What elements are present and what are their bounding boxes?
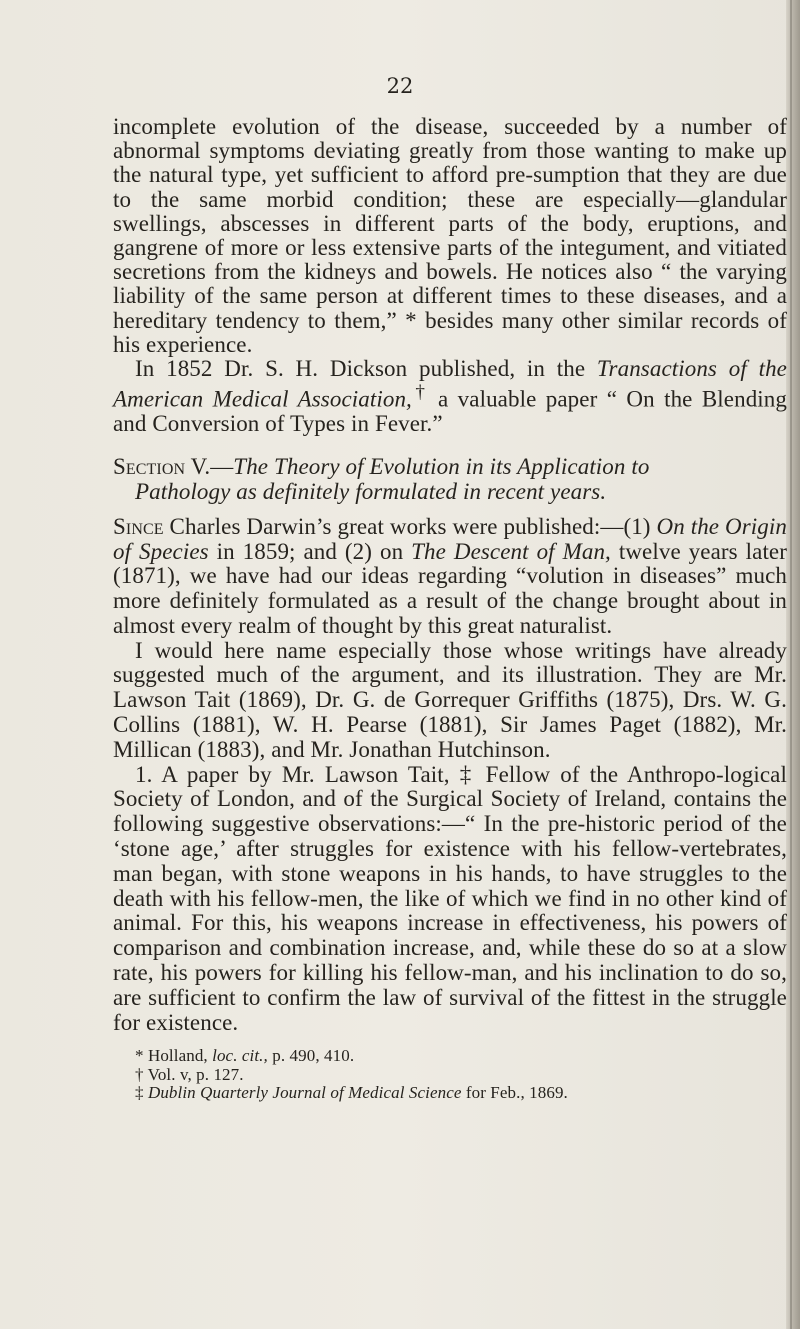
- section-body: [113, 515, 787, 1036]
- dickson-text-end: a valuable paper “ On the Blending and Conversion of Types in Fever.”: [113, 386, 787, 437]
- darwin-text-a: Charles Darwin’s great works were published:—(1): [163, 513, 657, 539]
- footnote-3-date: for Feb., 1869.: [461, 1083, 568, 1103]
- page-edge-shadow: [786, 0, 800, 1329]
- footnote-1-pages: p. 490, 410.: [267, 1046, 355, 1066]
- paragraph-authors: I would here name especially those whose writings have already suggested much of the argument, and its illustration. They are Mr. Lawson Tait (1869), Dr. G. de Gorrequer Griffiths (1875), Drs. W. G. Collins (1881), W. H. Pearse (1881), Sir James Paget (1882), Mr. Millican (1883), and Mr. Jonathan Hutchinson.: [113, 637, 787, 762]
- section-heading: [113, 455, 787, 503]
- lead-word: Since: [113, 513, 164, 539]
- book-title-origin: On the Origin of Species: [113, 513, 787, 564]
- footnote-1-italic: loc. cit.,: [212, 1046, 268, 1066]
- paragraph-darwin: [113, 515, 787, 639]
- paragraph-tait: 1. A paper by Mr. Lawson Tait, ‡ Fellow of the Anthropo-logical Society of London, and of the Surgical Society of Ireland, contains the following suggestive observations:—“ In the pre-historic period of the ‘stone age,’ after struggles for existence with his fellow-vertebrates, man began, with stone weapons in his hands, to have struggles to the death with his fellow-men, the like of which we find in no other kind of animal. For this, his weapons increase in effectiveness, his powers of comparison and combination increase, and, while these do so at a slow rate, his powers for killing his fellow-man, and his inclination to do so, are sufficient to confirm the law of survival of the fittest in the struggle for existence.: [113, 761, 787, 1035]
- footnote-mark-dagger: †: [411, 382, 429, 404]
- footnote-3-journal: Dublin Quarterly Journal of Medical Science: [147, 1083, 462, 1103]
- section-dash: —: [210, 454, 234, 480]
- footnote-2: † Vol. v, p. 127.: [135, 1064, 244, 1084]
- footnote-1: [135, 1047, 787, 1066]
- section-label: Section V.: [113, 454, 211, 480]
- page-body: [113, 115, 787, 1103]
- journal-title-transactions: Transactions of the American Medical Association,: [113, 356, 787, 412]
- footnote-1-text: Holland,: [147, 1046, 213, 1066]
- page-number: 22: [386, 74, 414, 98]
- section-title-line-1: The Theory of Evolution in its Application to: [233, 454, 650, 480]
- dickson-text-start: In 1852 Dr. S. H. Dickson published, in the: [135, 356, 597, 382]
- paragraph-dickson: [113, 357, 787, 436]
- darwin-text-b: in 1859; and (2) on: [208, 538, 412, 564]
- footnote-1-mark: *: [135, 1046, 148, 1066]
- section-title-line-2: Pathology as definitely formulated in recent years.: [135, 478, 607, 504]
- paragraph-continued: incomplete evolution of the disease, succeeded by a number of abnormal symptoms deviating greatly from those wanting to make up the natural type, yet sufficient to afford pre-sumption that they are due to the same morbid condition; these are especially—glandular swellings, abscesses in different parts of the body, eruptions, and gangrene of more or less extensive parts of the integument, and vitiated secretions from the kidneys and bowels. He notices also “ the varying liability of the same person at different times to these diseases, and a hereditary tendency to them,” * besides many other similar records of his experience.: [113, 114, 787, 357]
- footnote-3-mark: ‡: [135, 1083, 148, 1103]
- book-title-descent: The Descent of Man,: [411, 538, 611, 564]
- footnotes: [113, 1047, 787, 1103]
- footnote-3: [135, 1084, 787, 1103]
- darwin-text-c: twelve years later (1871), we have had our ideas regarding “volution in diseases” much more definitely formulated as a result of the change brought about in almost every realm of thought by this great naturalist.: [113, 538, 787, 638]
